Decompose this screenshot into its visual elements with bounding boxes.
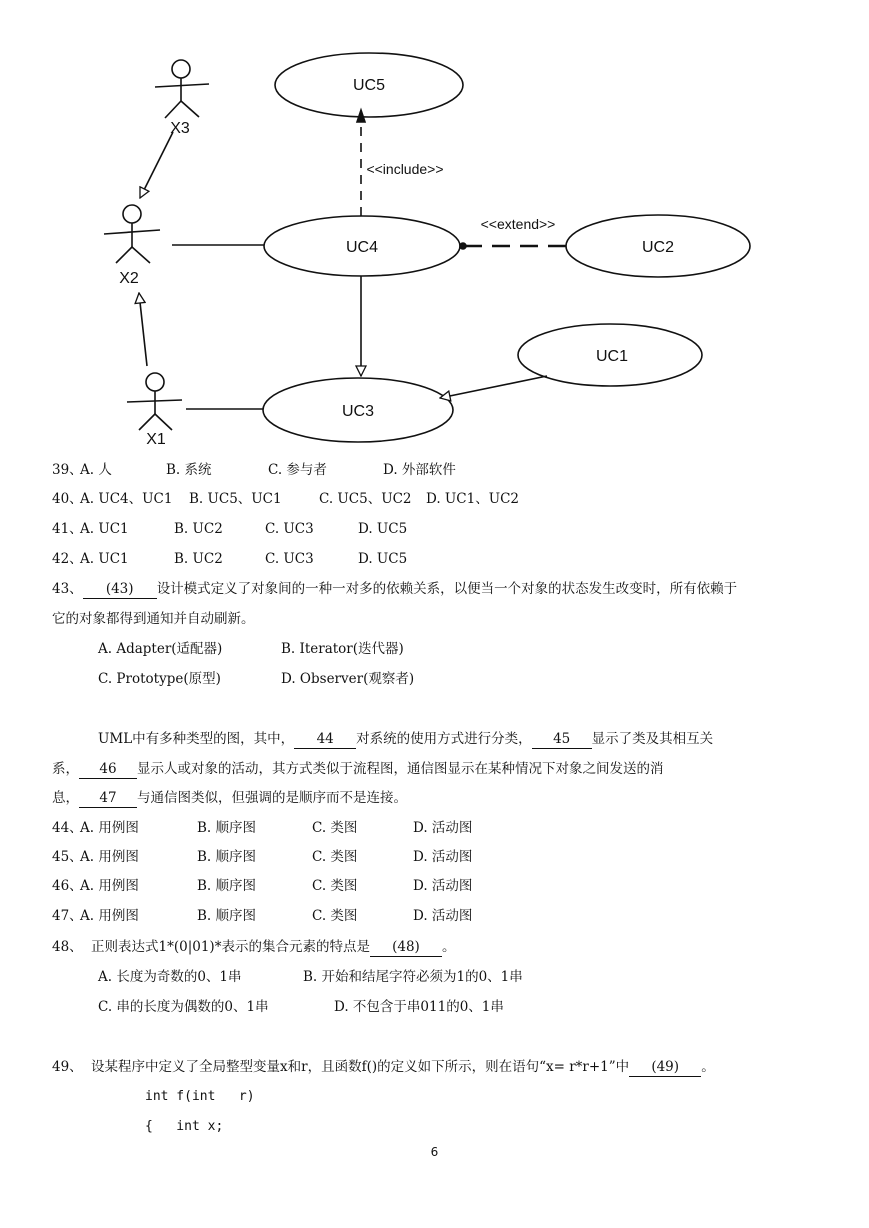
actor-x3: [155, 60, 209, 118]
question-number: 42、: [52, 551, 83, 567]
option-c: C. 类图: [312, 908, 358, 924]
generalization-x1-x2: [139, 293, 147, 366]
uml-paragraph-line3: [52, 789, 407, 808]
use-case-label-uc4: UC4: [345, 239, 379, 256]
page-number: 6: [430, 1145, 439, 1159]
question-43-line1: [52, 580, 737, 599]
answer-blank-47: 47: [79, 789, 137, 808]
option-d: D. UC1、UC2: [426, 491, 520, 507]
option-c: C. UC3: [265, 551, 314, 567]
option-b: B. Iterator(迭代器): [281, 641, 404, 657]
answer-blank-44: 44: [294, 730, 356, 749]
extend-label: <<extend>>: [480, 216, 556, 232]
option-a: A. 用例图: [80, 908, 139, 924]
question-text-wrap: [91, 938, 455, 957]
option-a: A. 人: [80, 462, 112, 478]
paragraph-text: 显示了类及其相互关: [591, 731, 714, 747]
question-text-cont: 它的对象都得到通知并自动刷新。: [52, 611, 255, 627]
generalization-uc1-uc3: [440, 376, 547, 398]
question-43-line2: [52, 610, 255, 628]
option-b: B. 顺序图: [197, 849, 257, 865]
option-c: C. 参与者: [268, 462, 327, 478]
option-b: B. 顺序图: [197, 878, 257, 894]
question-40: [52, 490, 520, 508]
question-text-wrap: [91, 1058, 715, 1077]
paragraph-text: 显示人或对象的活动，其方式类似于流程图，通信图显示在某种情况下对象之间发送的消: [137, 761, 664, 777]
question-number: 41、: [52, 521, 83, 537]
option-b: B. 顺序图: [197, 820, 257, 836]
question-text: 设某程序中定义了全局整型变量x和r，且函数f()的定义如下所示，则在语句“x= r*r+1”中: [91, 1059, 630, 1075]
answer-blank-43: (43): [83, 580, 157, 599]
option-b: B. 系统: [166, 462, 212, 478]
uml-paragraph-line2: [52, 760, 664, 779]
question-46: [52, 877, 473, 895]
option-c: C. UC5、UC2: [319, 491, 412, 507]
use-case-label-uc1: UC1: [595, 348, 629, 365]
use-case-label-uc3: UC3: [341, 403, 375, 420]
actor-x2: [104, 205, 160, 263]
uml-paragraph-line1: [98, 730, 713, 749]
option-c: C. 串的长度为偶数的0、1串: [98, 999, 269, 1015]
question-42: [52, 550, 408, 568]
question-41: [52, 520, 408, 538]
actor-label-x3: X3: [170, 120, 190, 137]
option-a: A. 用例图: [80, 878, 139, 894]
option-a: A. 长度为奇数的0、1串: [98, 969, 242, 985]
question-number: 39、: [52, 462, 83, 478]
generalization-x3-x2: [140, 132, 173, 198]
use-case-label-uc5: UC5: [352, 77, 386, 94]
use-case-diagram: [0, 0, 869, 450]
paragraph-text: 与通信图类似，但强调的是顺序而不是连接。: [137, 790, 407, 806]
option-c: C. 类图: [312, 820, 358, 836]
question-number: 47、: [52, 908, 83, 924]
option-d: D. 活动图: [413, 908, 473, 924]
option-a: A. UC1: [80, 521, 129, 537]
option-b: B. 开始和结尾字符必须为1的0、1串: [303, 969, 523, 985]
question-number: 40、: [52, 491, 83, 507]
option-a: A. 用例图: [80, 849, 139, 865]
actor-label-x1: X1: [146, 431, 166, 448]
question-number: 46、: [52, 878, 83, 894]
option-b: B. UC2: [174, 551, 223, 567]
question-49: [52, 1058, 715, 1076]
question-45: [52, 848, 473, 866]
question-47: [52, 907, 473, 925]
option-a: A. UC1: [80, 551, 129, 567]
option-c: C. Prototype(原型): [98, 671, 221, 687]
paragraph-text: 对系统的使用方式进行分类，: [356, 731, 532, 747]
question-number: 45、: [52, 849, 83, 865]
actor-label-x2: X2: [119, 270, 139, 287]
question-44: [52, 819, 473, 837]
question-end: 。: [701, 1059, 715, 1075]
option-d: D. 活动图: [413, 878, 473, 894]
paragraph-text: UML中有多种类型的图，其中，: [98, 731, 295, 747]
question-text: 正则表达式1*(0|01)*表示的集合元素的特点是: [91, 939, 370, 955]
answer-blank-49: (49): [629, 1058, 701, 1077]
answer-blank-48: (48): [370, 938, 442, 957]
question-text: 设计模式定义了对象间的一种一对多的依赖关系，以便当一个对象的状态发生改变时，所有依赖于: [156, 581, 738, 597]
answer-blank-45: 45: [532, 730, 592, 749]
option-b: B. 顺序图: [197, 908, 257, 924]
option-c: C. 类图: [312, 849, 358, 865]
include-label: <<include>>: [366, 161, 444, 177]
code-line-1: int f(int r): [145, 1089, 255, 1104]
option-d: D. 活动图: [413, 849, 473, 865]
question-39: [52, 461, 456, 479]
option-a: A. 用例图: [80, 820, 139, 836]
option-d: D. 外部软件: [383, 462, 456, 478]
option-b: B. UC5、UC1: [189, 491, 282, 507]
question-number: 48、: [52, 939, 83, 955]
question-48: [52, 938, 456, 956]
answer-blank-46: 46: [79, 760, 137, 779]
question-number: 49、: [52, 1059, 83, 1075]
option-d: D. Observer(观察者): [281, 671, 415, 687]
option-b: B. UC2: [174, 521, 223, 537]
option-d: D. UC5: [358, 521, 408, 537]
question-end: 。: [441, 939, 456, 955]
option-d: D. 不包含于串011的0、1串: [334, 999, 504, 1015]
option-c: C. 类图: [312, 878, 358, 894]
option-a: A. Adapter(适配器): [98, 641, 223, 657]
option-a: A. UC4、UC1: [80, 491, 173, 507]
option-c: C. UC3: [265, 521, 314, 537]
option-d: D. UC5: [358, 551, 408, 567]
paragraph-text: 系，: [52, 761, 79, 777]
question-number: 43、: [52, 581, 83, 597]
option-d: D. 活动图: [413, 820, 473, 836]
actor-x1: [127, 373, 182, 430]
code-line-2: { int x;: [145, 1119, 224, 1134]
paragraph-text: 息，: [52, 790, 79, 806]
question-number: 44、: [52, 820, 83, 836]
use-case-label-uc2: UC2: [641, 239, 675, 256]
